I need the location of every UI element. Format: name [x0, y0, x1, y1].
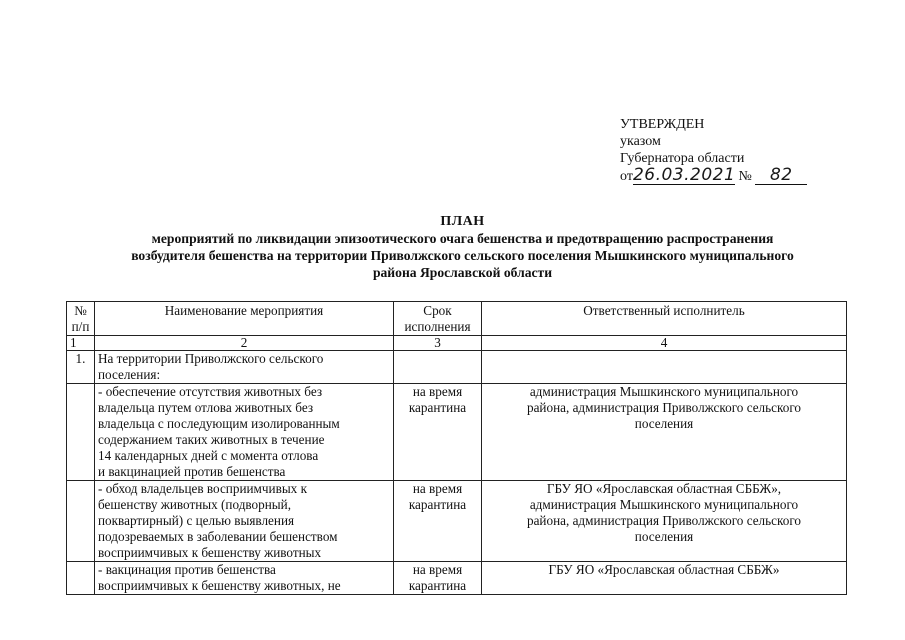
approval-title: УТВЕРЖДЕН [620, 117, 705, 132]
header-term-line1: Срок [423, 303, 452, 318]
row-number [67, 562, 95, 595]
row-activity-line: поселения: [98, 367, 161, 382]
approval-date: 26.03.2021 [632, 165, 736, 185]
header-name: Наименование мероприятия [95, 302, 394, 336]
row-term-line: карантина [408, 497, 467, 512]
row-responsible-line: ГБУ ЯО «Ярославская областная СББЖ» [548, 562, 780, 577]
row-responsible [482, 384, 847, 481]
row-activity-line: На территории Приволжского сельского [98, 351, 324, 366]
table-row [67, 481, 847, 562]
row-activity-line: - обеспечение отсутствия животных без [98, 384, 323, 399]
row-term [394, 351, 482, 384]
row-activity [95, 351, 394, 384]
header-number [67, 302, 95, 336]
header-responsible: Ответственный исполнитель [482, 302, 847, 336]
row-number [67, 481, 95, 562]
row-activity-line: бешенству животных (подворный, [98, 497, 292, 512]
plan-table [66, 301, 847, 595]
row-term-line: на время [412, 384, 463, 399]
table-row [67, 562, 847, 595]
row-activity-line: подозреваемых в заболевании бешенством [98, 529, 338, 544]
row-term [394, 384, 482, 481]
row-term-line: карантина [408, 400, 467, 415]
column-number-1: 1 [67, 336, 95, 351]
row-activity-line: поквартирный) с целью выявления [98, 513, 295, 528]
row-activity [95, 562, 394, 595]
column-number-2: 2 [95, 336, 394, 351]
document-title [60, 213, 865, 281]
row-activity-line: владельца с последующим изолированным [98, 416, 340, 431]
title-line-1: мероприятий по ликвидации эпизоотического очага бешенства и предотвращению распространения [151, 231, 774, 246]
number-sign: № [738, 169, 752, 184]
row-term-line: на время [412, 481, 463, 496]
table-row [67, 351, 847, 384]
row-responsible [482, 481, 847, 562]
row-activity-line: восприимчивых к бешенству животных, не [98, 578, 341, 593]
row-number [67, 384, 95, 481]
row-number: 1. [67, 351, 95, 384]
title-line-2: возбудителя бешенства на территории Приволжского сельского поселения Мышкинского муниципального [131, 248, 794, 263]
approval-authority: Губернатора области [620, 151, 745, 166]
row-responsible-line: поселения [634, 416, 694, 431]
row-activity-line: - вакцинация против бешенства [98, 562, 276, 577]
table-header-row [67, 302, 847, 336]
row-responsible [482, 562, 847, 595]
row-responsible-line: поселения [634, 529, 694, 544]
row-responsible-line: района, администрация Приволжского сельского [526, 400, 802, 415]
table-body [67, 351, 847, 595]
header-term [394, 302, 482, 336]
row-activity [95, 384, 394, 481]
approval-stamp [620, 116, 807, 185]
row-activity-line: владельца путем отлова животных без [98, 400, 314, 415]
row-activity [95, 481, 394, 562]
title-line-3: района Ярославской области [372, 265, 553, 280]
approval-by: указом [620, 134, 661, 149]
row-term-line: карантина [408, 578, 467, 593]
column-number-3: 3 [394, 336, 482, 351]
row-responsible-line: ГБУ ЯО «Ярославская областная СББЖ», [546, 481, 782, 496]
row-activity-line: - обход владельцев восприимчивых к [98, 481, 307, 496]
title-main: ПЛАН [440, 214, 485, 229]
column-number-row [67, 336, 847, 351]
row-responsible-line: администрация Мышкинского муниципального [529, 384, 799, 399]
date-prefix: от [620, 169, 633, 184]
row-responsible-line: администрация Мышкинского муниципального [529, 497, 799, 512]
row-responsible-line: района, администрация Приволжского сельского [526, 513, 802, 528]
row-term [394, 562, 482, 595]
row-activity-line: и вакцинацией против бешенства [98, 464, 286, 479]
table-row [67, 384, 847, 481]
header-number-line2: п/п [71, 319, 90, 334]
row-responsible [482, 351, 847, 384]
header-term-line2: исполнения [404, 319, 471, 334]
row-term [394, 481, 482, 562]
column-number-4: 4 [482, 336, 847, 351]
approval-number: 82 [755, 167, 807, 185]
row-term-line: на время [412, 562, 463, 577]
approval-date-line [620, 167, 807, 185]
row-activity-line: 14 календарных дней с момента отлова [98, 448, 319, 463]
row-activity-line: содержанием таких животных в течение [98, 432, 325, 447]
row-activity-line: восприимчивых к бешенству животных [98, 545, 322, 560]
header-number-line1: № [74, 303, 87, 318]
